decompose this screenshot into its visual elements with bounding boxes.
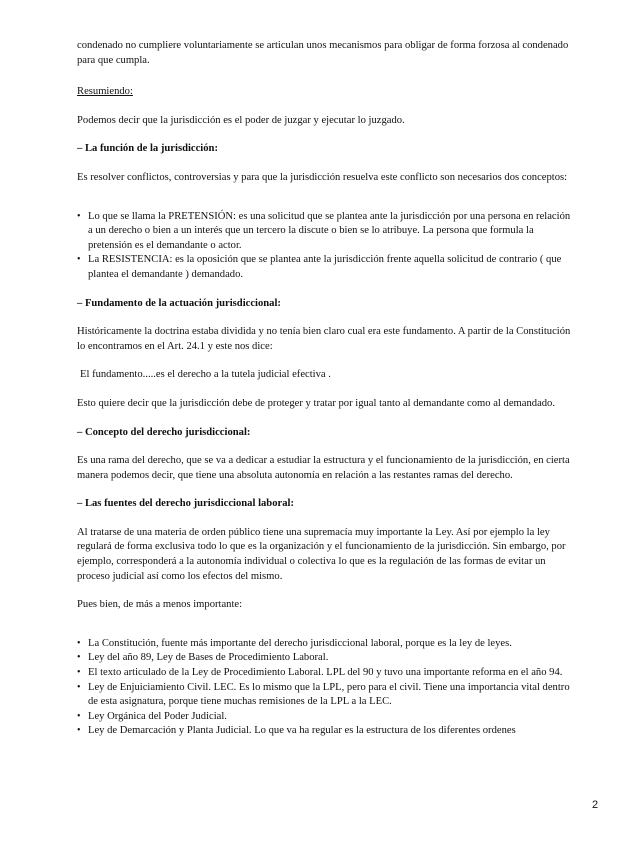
list-item: • Ley del año 89, Ley de Bases de Procedimiento Laboral. xyxy=(77,651,571,666)
page-content xyxy=(77,39,571,739)
page-number: 2 xyxy=(592,799,599,811)
heading-fundamento: – Fundamento de la actuación jurisdiccional: xyxy=(77,297,281,309)
fuentes-text: Al tratarse de una materia de orden público tiene una supremacía muy importante la Ley. Así por ejemplo la ley regulará de forma exclusiva todo lo que es la organización y el funcionamiento de la jurisdicción. Sin embargo, por ejemplo, corresponderá a la autonomía individual o colectiva lo que es la regulación de las formas de evitar un proceso judicial así como los efectos del mismo. xyxy=(77,526,566,582)
list-item: • Ley de Demarcación y Planta Judicial. Lo que va ha regular es la estructura de los diferentes ordenes xyxy=(77,724,571,739)
fuentes-text2: Pues bien, de más a menos importante: xyxy=(77,599,243,611)
list-item: • Ley de Enjuiciamiento Civil. LEC. Es lo mismo que la LPL, pero para el civil. Tiene una importancia vital dentro de esta asignatura, porque tiene muchas remisiones de la LPL a la LEC. xyxy=(77,681,571,710)
list-item: • La Constitución, fuente más importante del derecho jurisdiccional laboral, porque es la ley de leyes. xyxy=(77,637,571,652)
funcion-text: Es resolver conflictos, controversias y para que la jurisdicción resuelva este conflicto son necesarios dos conceptos: xyxy=(77,171,568,183)
summary-label: Resumiendo: xyxy=(77,86,133,98)
intro-continuation: condenado no cumpliere voluntariamente se articulan unos mecanismos para obligar de forma forzosa al condenado para que cumpla. xyxy=(77,40,569,66)
list-item: • Lo que se llama la PRETENSIÓN: es una solicitud que se plantea ante la jurisdicción por una persona en relación a un derecho o bien a un interés que un tercero la discute o bien se lo atribuye. La persona que formula la pretensión es el demandante o actor. xyxy=(77,210,571,254)
fuentes-bullet-list xyxy=(77,637,571,739)
fundamento-quote: El fundamento.....es el derecho a la tutela judicial efectiva . xyxy=(80,369,331,381)
fundamento-text2: Esto quiere decir que la jurisdicción debe de proteger y tratar por igual tanto al demandante como al demandado. xyxy=(77,397,556,409)
heading-concepto: – Concepto del derecho jurisdiccional: xyxy=(77,426,251,438)
funcion-bullet-list xyxy=(77,210,571,283)
list-item: • Ley Orgánica del Poder Judicial. xyxy=(77,710,571,725)
list-item: • La RESISTENCIA: es la oposición que se plantea ante la jurisdicción frente aquella solicitud de contrario ( que planteа el demandante ) demandado. xyxy=(77,253,571,282)
list-item: • El texto articulado de la Ley de Procedimiento Laboral. LPL del 90 y tuvo una importante reforma en el año 94. xyxy=(77,666,571,681)
heading-funcion: – La función de la jurisdicción: xyxy=(77,143,218,155)
summary-text: Podemos decir que la jurisdicción es el poder de juzgar y ejecutar lo juzgado. xyxy=(77,114,405,126)
concepto-text: Es una rama del derecho, que se va a dedicar a estudiar la estructura y el funcionamiento de la jurisdicción, en cierta manera podemos decir, que tiene una absoluta autonomía en relación a las restantes ramas del derecho. xyxy=(77,455,570,481)
heading-fuentes: – Las fuentes del derecho jurisdiccional laboral: xyxy=(77,498,294,510)
fundamento-text: Históricamente la doctrina estaba dividida y no tenía bien claro cual era este fundamento. A partir de la Constitución lo encontramos en el Art. 24.1 y este nos dice: xyxy=(77,326,571,352)
